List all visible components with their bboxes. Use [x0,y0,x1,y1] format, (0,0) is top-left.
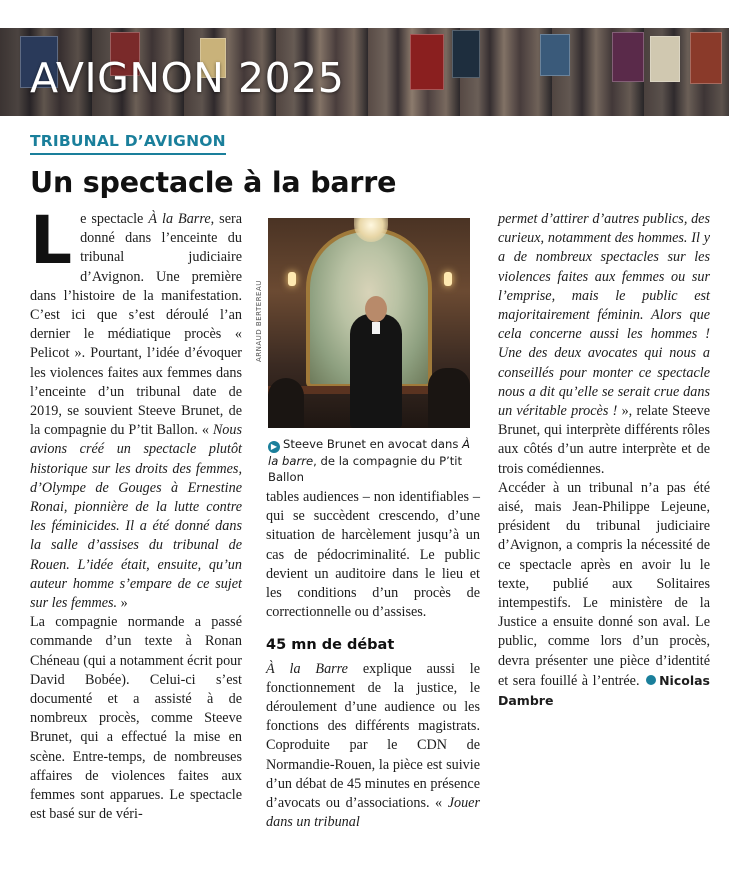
photo-audience [428,368,470,428]
text-run: explique aussi le fonctionnement de la justice, le déroulement d’une audience ou les fonctions des différents magistrats. Coproduite par le CDN de Normandie-Rouen, la pièce est suivie d’un débat de 45 minutes en présence d’avocats ou d’associations. « [266,660,481,812]
text-run: Accéder à un tribunal n’a pas été aisé, mais Jean-Philippe Lejeune, président du tribunal judiciaire d’Avignon, a compris la nécessité de ce spectacle après en avoir lu le texte, publié aux Solitaires intempestifs. Le ministère de la Justice a ensuite donné son aval. Le public, comme lors d’un procès, devra présenter une pièce d’identité et sera fouillé à l’entrée. [498,479,710,689]
text-run: , sera donné dans l’enceinte du tribunal judiciaire d’Avignon. Une première dans l’histoire de la manifestation. C’est ici que s’est déroulé l’an dernier le médiatique procès « Pelicot ». Pourtant, l’idée d’évoquer les violences faites aux femmes dans l’enceinte d’un tribunal date de 2019, se souvient Steeve Brunet, de la compagnie du P’tit Ballon. « [30,211,243,439]
photo-lawyer-rabat [372,322,380,334]
paragraph: La compagnie normande a passé commande d’un texte à Ronan Chéneau (qui a notamment écrit pour David Bobée). Celui-ci s’est documenté et a assisté à de nombreux procès, comme Steeve Brunet, qui a effectué la mise en scène. Entre-temps, de nombreuses affaires de violences faites aux femmes sont apparues. Le spectacle est basé sur de véri- [30,614,242,823]
show-title: À la Barre [266,660,348,677]
article-headline: Un spectacle à la barre [30,166,397,199]
banner-title: AVIGNON 2025 [30,54,345,102]
photo-lawyer-head [365,296,387,322]
article-column-2 [266,488,480,832]
caption-text: , de la compagnie du P’tit Ballon [268,454,463,484]
photo-lamp [444,272,452,286]
section-banner [0,28,729,116]
paragraph [266,660,480,833]
paragraph: tables audiences – non identifiables – qui se succèdent crescendo, d’une situation de harcèlement jusqu’à un cas de pédocriminalité. Le public devient un auditoire dans le lieu et les conditions d’un procès de correctionnelle ou d’assises. [266,489,480,621]
paragraph [498,210,710,479]
paragraph [498,479,710,711]
article-column-3 [498,210,710,711]
article-column-1 [30,202,243,825]
photo-audience [268,378,304,428]
drop-cap: L [30,202,73,279]
quote-text: Nous avions créé un spectacle plutôt historique sur les droits des femmes, d’Olympe de Gouges à Ernestine Ronai, pionnière de la lutte contre les féminicides. Il a été donné dans la salle d’assises du tribunal de Rouen. L’idée était, ensuite, qu’un auteur homme s’empare de ce sujet sur les femmes. [30,422,242,612]
arrow-right-icon: ▶ [268,441,280,453]
article-photo [268,218,470,428]
author-byline: Nicolas Dambre [498,672,710,709]
caption-text: Steeve Brunet en avocat dans [283,437,463,451]
quote-text: permet d’attirer d’autres publics, des curieux, notamment des hommes. Il y a de nombreux spectacles sur les violences faites aux femmes ou sur l’emprise, mais le public est majoritairement féminin. Alors que cela concerne aussi les hommes ! Une des deux avocates qui nous a conseillés pour monter ce spectacle nous a dit qu’elle se serait crue dans un véritable procès ! [498,211,710,420]
text-run: », relate Steeve Brunet, qui interprète différents rôles aux côtés d’un autre interprète et de trois comédiennes. [498,403,710,477]
caption-show-title: À la barre [268,437,471,468]
text-run: » [117,595,128,612]
show-title: À la Barre [148,211,211,227]
byline-dot-icon [646,675,656,685]
quote-text: Jouer dans un tribunal [266,795,480,831]
photo-lamp [288,272,296,286]
photo-caption [268,436,482,485]
photo-credit: ARNAUD BERTEREAU [255,280,263,362]
paragraph [30,202,243,613]
section-kicker: TRIBUNAL D’AVIGNON [30,132,226,155]
text-run: e spectacle [80,211,149,227]
subheading: 45 mn de débat [266,637,395,654]
